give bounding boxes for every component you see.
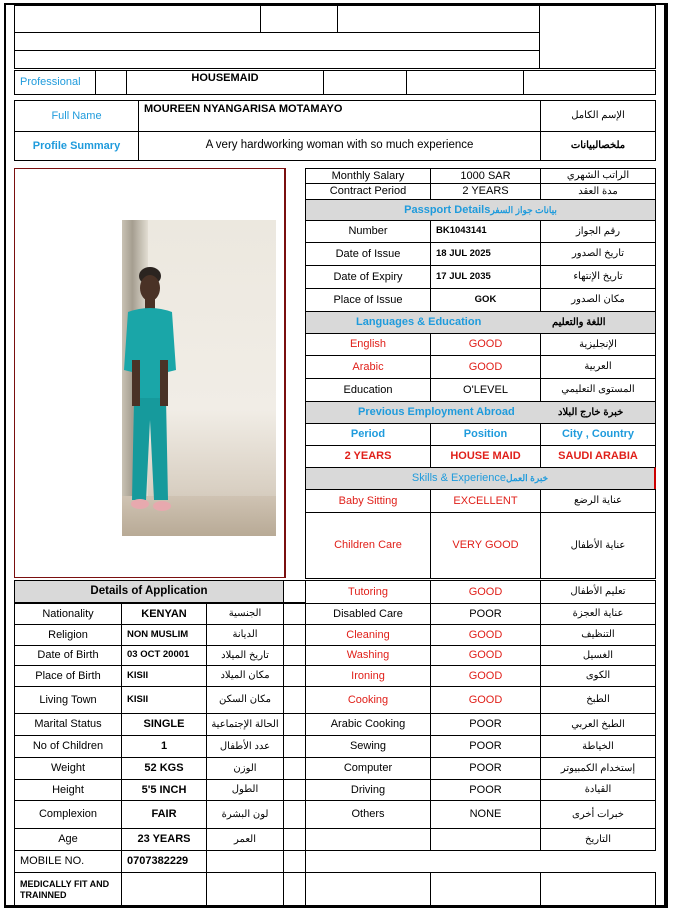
profile-summary-text: A very hardworking woman with so much experience [138,131,541,161]
period-value: 2 YEARS [430,183,541,200]
profile-summary-label: Profile Summary [14,131,139,161]
application-label: Religion [14,624,122,646]
issue-place-label: Place of Issue [305,288,431,312]
languages-section-header [305,311,656,334]
employment-position-header: Position [430,423,541,446]
skill-ar: الطبخ العربي [540,713,656,736]
application-section-header: Details of Application [14,580,284,603]
passport-number-value: BK1043141 [430,220,541,243]
salary-label: Monthly Salary [305,168,431,184]
salary-ar: الراتب الشهري [540,168,656,184]
full-name-ar: الإسم الكامل [540,100,656,132]
skill-label: Computer [305,757,431,780]
passport-title: Passport Details [404,203,491,216]
blank-cell [305,872,431,907]
skill-value: EXCELLENT [430,489,541,513]
skill-label: Driving [305,779,431,801]
application-value: 0707382229 [121,850,207,873]
employment-period-value: 2 YEARS [305,445,431,468]
application-value: 1 [121,735,207,758]
application-label: Place of Birth [14,665,122,687]
profession-value: HOUSEMAID [126,70,324,95]
header-blank-cell [539,5,656,69]
skill-value: NONE [430,800,541,829]
application-value: SINGLE [121,713,207,736]
skill-ar: القيادة [540,779,656,801]
expiry-date-label: Date of Expiry [305,265,431,289]
skill-label: Children Care [305,512,431,579]
skills-title: Skills & Experience [411,472,507,485]
application-value: 03 OCT 20001 [121,645,207,666]
full-name-value: MOUREEN NYANGARISA MOTAMAYO [138,100,541,132]
application-label: Weight [14,757,122,780]
skills-title-ar: خبرة العمل [506,473,549,484]
application-ar: الطول [206,779,284,801]
skill-ar: إستخدام الكمبيوتر [540,757,656,780]
spacer-cell [283,779,306,801]
employment-position-value: HOUSE MAID [430,445,541,468]
skill-value: POOR [430,735,541,758]
skill-ar: الطبخ [540,686,656,714]
issue-date-value: 18 JUL 2025 [430,242,541,266]
full-name-label: Full Name [14,100,139,132]
skill-value: VERY GOOD [430,512,541,579]
arabic-label: Arabic [305,355,431,379]
spacer-cell [283,624,306,646]
blank-cell [523,70,656,95]
application-value: KENYAN [121,603,207,625]
application-label: Age [14,828,122,851]
education-label: Education [305,378,431,402]
spacer-cell [283,735,306,758]
skill-label: Baby Sitting [305,489,431,513]
skill-ar: الكوى [540,665,656,687]
languages-title: Languages & Education [356,316,482,329]
issue-date-label: Date of Issue [305,242,431,266]
application-value: 23 YEARS [121,828,207,851]
application-value: NON MUSLIM [121,624,207,646]
blank-cell [95,70,127,95]
profile-summary-ar: ملخصالبيانات [540,131,656,161]
spacer-cell [283,872,306,907]
application-value: 52 KGS [121,757,207,780]
spacer-cell [283,850,306,873]
spacer-cell [283,757,306,780]
application-label: Living Town [14,686,122,714]
employment-country-header: City , Country [540,423,656,446]
application-value: 5'5 INCH [121,779,207,801]
expiry-date-ar: تاريخ الإنتهاء [540,265,656,289]
application-ar [206,850,284,873]
passport-number-ar: رقم الجواز [540,220,656,243]
english-value: GOOD [430,333,541,356]
skill-ar: عناية الرضع [540,489,656,513]
period-ar: مدة العقد [540,183,656,200]
application-ar: الديانة [206,624,284,646]
skill-value: GOOD [430,624,541,646]
spacer-cell [283,603,306,625]
skill-ar: التنظيف [540,624,656,646]
header-blank-cell [260,5,338,33]
header-blank-cell [337,5,540,33]
skill-ar: الخياطة [540,735,656,758]
application-ar: الجنسية [206,603,284,625]
blank-cell [323,70,407,95]
application-label: MOBILE NO. [14,850,122,873]
passport-title-ar: بيانات جواز السفر [490,204,557,215]
blank-cell [406,70,524,95]
application-label: Date of Birth [14,645,122,666]
employment-title: Previous Employment Abroad [358,406,515,419]
skill-label: Disabled Care [305,603,431,625]
education-ar: المستوى التعليمي [540,378,656,402]
header-blank-cell [14,32,540,51]
skill-value: POOR [430,713,541,736]
skill-ar: التاريخ [540,828,656,851]
spacer-cell [283,665,306,687]
application-label: Nationality [14,603,122,625]
employment-title-ar: خبرة خارج البلاد [558,406,624,418]
passport-section-header [305,199,656,221]
skill-ar: عناية العجزة [540,603,656,625]
spacer-cell [283,800,306,829]
application-ar: تاريخ الميلاد [206,645,284,666]
application-ar: مكان الميلاد [206,665,284,687]
passport-number-label: Number [305,220,431,243]
skill-label: Ironing [305,665,431,687]
application-ar: مكان السكن [206,686,284,714]
skill-label: Tutoring [305,580,431,604]
application-ar: الحالة الإجتماعية [206,713,284,736]
application-label: Marital Status [14,713,122,736]
skills-section-header [305,467,656,490]
employment-section-header [305,401,656,424]
blank-cell [540,872,656,907]
person-figure-icon [122,220,276,536]
skill-ar: الغسيل [540,645,656,666]
application-value: KISII [121,686,207,714]
period-label: Contract Period [305,183,431,200]
application-ar: العمر [206,828,284,851]
skill-value: POOR [430,757,541,780]
arabic-ar: العربية [540,355,656,379]
spacer-cell [283,580,306,603]
skill-value: POOR [430,603,541,625]
application-ar: عدد الأطفال [206,735,284,758]
header-blank-cell [14,5,261,33]
education-value: O'LEVEL [430,378,541,402]
header-blank-cell [14,50,540,69]
skill-value: GOOD [430,665,541,687]
skill-ar: خبرات أخرى [540,800,656,829]
skill-ar: عناية الأطفال [540,512,656,579]
candidate-photo [122,220,276,536]
spacer-cell [283,713,306,736]
salary-value: 1000 SAR [430,168,541,184]
spacer-cell [283,645,306,666]
expiry-date-value: 17 JUL 2035 [430,265,541,289]
blank-cell [206,872,284,907]
languages-title-ar: اللغة والتعليم [552,316,606,328]
skill-value: POOR [430,779,541,801]
application-label: No of Children [14,735,122,758]
skill-label: Arabic Cooking [305,713,431,736]
issue-date-ar: تاريخ الصدور [540,242,656,266]
skill-value [430,828,541,851]
spacer-cell [283,828,306,851]
skill-value: GOOD [430,686,541,714]
skill-label: Others [305,800,431,829]
employment-period-header: Period [305,423,431,446]
skill-label: Cleaning [305,624,431,646]
skill-label: Cooking [305,686,431,714]
english-label: English [305,333,431,356]
issue-place-ar: مكان الصدور [540,288,656,312]
blank-cell [430,872,541,907]
issue-place-value: GOK [430,288,541,312]
skill-label [305,828,431,851]
spacer-cell [283,686,306,714]
application-value: KISII [121,665,207,687]
english-ar: الإنجليزية [540,333,656,356]
application-value: FAIR [121,800,207,829]
application-label: Height [14,779,122,801]
employment-country-value: SAUDI ARABIA [540,445,656,468]
skill-value: GOOD [430,645,541,666]
medical-status: MEDICALLY FIT AND TRAINNED [14,872,122,907]
skill-value: GOOD [430,580,541,604]
arabic-value: GOOD [430,355,541,379]
skill-label: Washing [305,645,431,666]
application-ar: لون البشرة [206,800,284,829]
blank-cell [121,872,207,907]
application-ar: الوزن [206,757,284,780]
skill-ar: تعليم الأطفال [540,580,656,604]
skill-label: Sewing [305,735,431,758]
professional-label: Professional [14,70,96,95]
application-label: Complexion [14,800,122,829]
